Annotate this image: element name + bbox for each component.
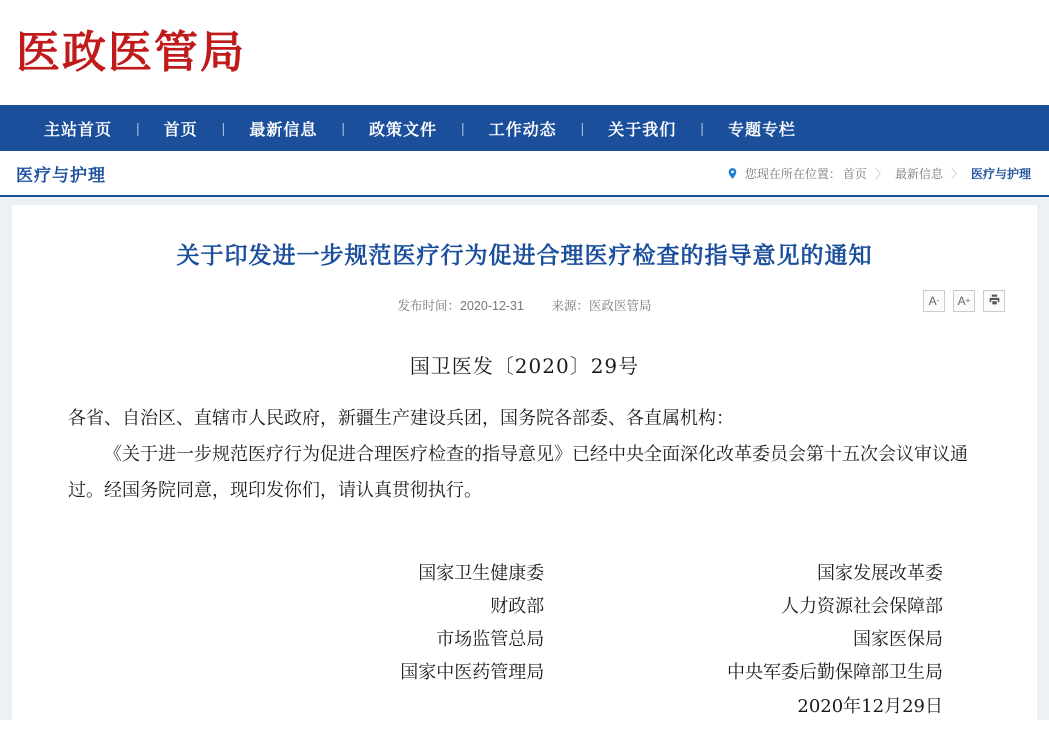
chevron-right-icon: 〉 [950, 166, 963, 181]
signature-nhsa: 国家医保局 [852, 629, 943, 651]
location-pin-icon [726, 167, 739, 180]
signature-row [58, 656, 987, 689]
breadcrumb-current: 医疗与护理 [970, 166, 1031, 181]
breadcrumb-item-latest-news[interactable]: 最新信息 [894, 166, 943, 181]
printer-icon [988, 293, 1001, 309]
nav-item-home[interactable]: 首页 [163, 121, 198, 139]
nav-item-policy-documents[interactable]: 政策文件 [368, 121, 437, 139]
signature-row [58, 623, 987, 656]
font-decrease-label: A [928, 293, 937, 308]
breadcrumb-item-home[interactable]: 首页 [842, 166, 867, 181]
signature-block [58, 557, 991, 724]
signature-ndrc: 国家发展改革委 [816, 562, 943, 584]
site-logo[interactable]: 医政医管局 [16, 26, 246, 78]
nav-separator: | [136, 120, 140, 136]
breadcrumb [726, 165, 1031, 182]
signature-row [58, 557, 987, 590]
article-paragraph-1: 《关于进一步规范医疗行为促进合理医疗检查的指导意见》已经中央全面深化改革委员会第十五次会议审议通过。经国务院同意，现印发你们，请认真贯彻执行。 [68, 443, 968, 501]
font-increase-button[interactable] [953, 290, 975, 312]
signature-nhc: 国家卫生健康委 [418, 562, 545, 584]
signature-row [58, 590, 987, 623]
nav-separator: | [580, 120, 585, 136]
article-tools [923, 290, 1005, 312]
page-title: 关于印发进一步规范医疗行为促进合理医疗检查的指导意见的通知 [176, 243, 873, 269]
signature-samr: 市场监管总局 [436, 629, 545, 651]
signature-mohrss: 人力资源社会保障部 [780, 595, 943, 617]
signature-natcm: 国家中医药管理局 [400, 662, 545, 684]
nav-separator: | [221, 120, 226, 136]
chevron-right-icon: 〉 [874, 166, 887, 181]
nav-item-latest-news[interactable]: 最新信息 [249, 121, 318, 139]
publish-time: 发布时间：2020-12-31 [397, 298, 524, 313]
font-increase-sign: + [965, 296, 971, 305]
main-navigation [0, 105, 1049, 151]
nav-item-about-us[interactable]: 关于我们 [608, 121, 677, 139]
font-decrease-button[interactable] [923, 290, 945, 312]
font-decrease-sign: - [936, 296, 940, 305]
article-meta [58, 293, 991, 314]
nav-item-special-topics[interactable]: 专题专栏 [727, 121, 796, 139]
nav-separator: | [460, 120, 465, 136]
document-number: 国卫医发〔2020〕29号 [409, 353, 640, 378]
article-meta-row [58, 293, 991, 324]
article-body [58, 401, 991, 509]
breadcrumb-prefix: 您现在所在位置： [744, 166, 841, 181]
section-title: 医疗与护理 [16, 165, 106, 185]
article-card [12, 205, 1037, 734]
nav-item-work-updates[interactable]: 工作动态 [488, 121, 557, 139]
signature-mof: 财政部 [490, 595, 545, 617]
breadcrumb-bar [0, 151, 1049, 197]
signature-date: 2020年12月29日 [797, 695, 943, 717]
signature-cmc-health: 中央军委后勤保障部卫生局 [726, 662, 943, 684]
article-source: 来源：医政医管局 [551, 298, 652, 313]
nav-item-main-home[interactable]: 主站首页 [44, 121, 113, 139]
nav-separator: | [700, 120, 704, 136]
nav-separator: | [341, 120, 345, 136]
site-masthead [0, 0, 1049, 105]
print-button[interactable] [983, 290, 1005, 312]
page-body [0, 197, 1049, 720]
article-paragraph-addressee: 各省、自治区、直辖市人民政府，新疆生产建设兵团，国务院各部委、各直属机构： [68, 407, 734, 429]
font-increase-label: A [957, 293, 966, 308]
